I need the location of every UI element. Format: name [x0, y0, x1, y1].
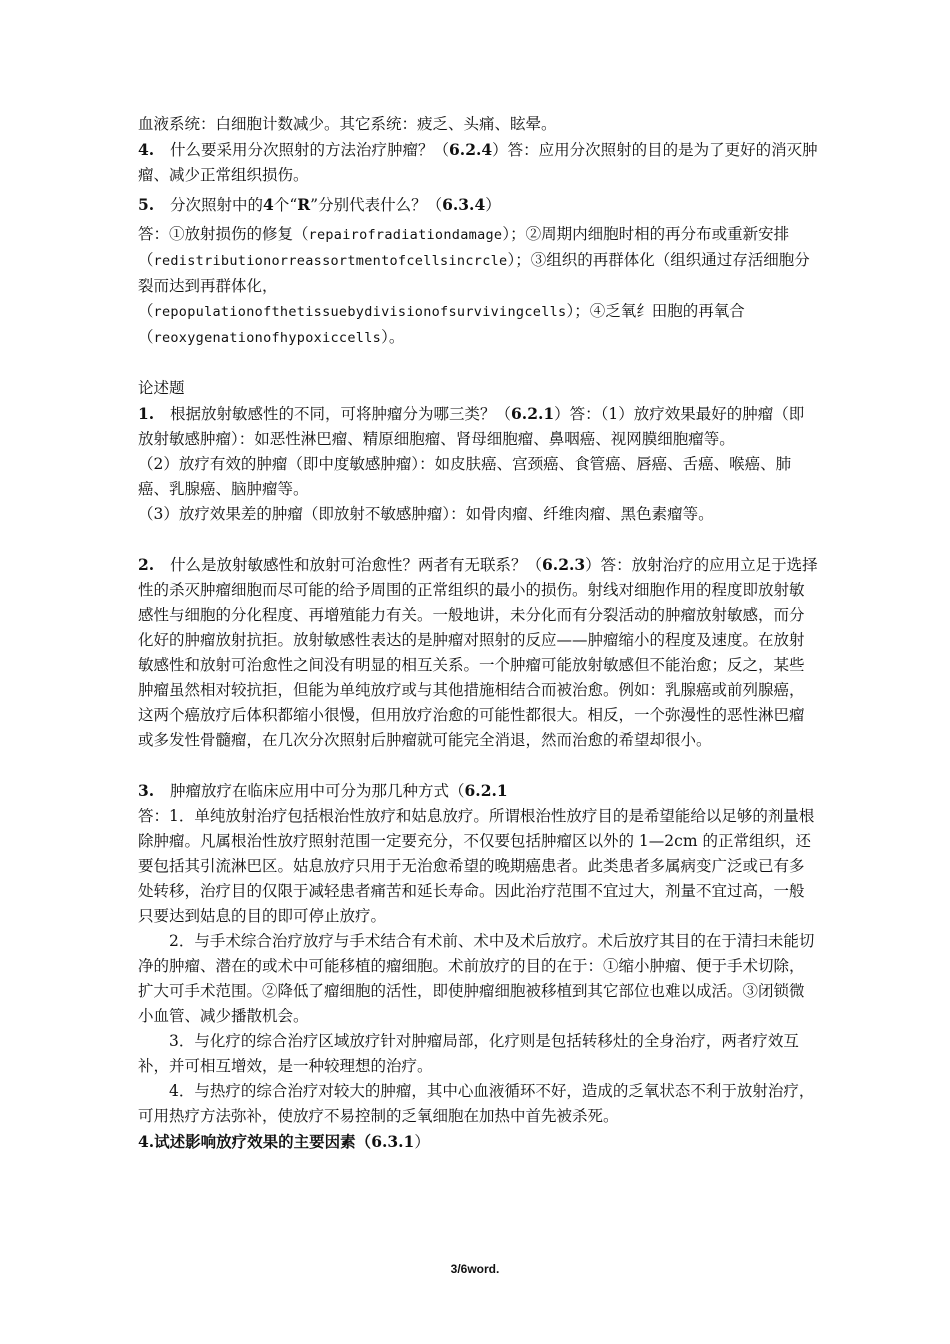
essay-question-3: 3. 肿瘤放疗在临床应用中可分为那几种方式（6.2.1 — [138, 778, 818, 804]
section-ref: 6.2.3 — [542, 555, 586, 574]
section-ref: 6.2.1 — [511, 404, 555, 423]
essay-1-item-3: （3）放疗效果差的肿瘤（即放射不敏感肿瘤）：如骨肉瘤、纤维肉瘤、黑色素瘤等。 — [138, 505, 714, 523]
page-footer: 3/6word. — [450, 1262, 500, 1276]
essay-1-item-2: （2）放疗有效的肿瘤（即中度敏感肿瘤）：如皮肤癌、宫颈癌、食管癌、唇癌、舌癌、喉癌、肺癌、乳腺癌、脑肿瘤等。 — [138, 455, 792, 498]
essay-3-answer-2: 2．与手术综合治疗放疗与手术结合有术前、术中及术后放疗。术后放疗其目的在于清扫未能切净的肿瘤、潜在的或术中可能移植的瘤细胞。术前放疗的目的在于：①缩小肿瘤、便于手术切除，扩大可手术范围。②降低了瘤细胞的活性，即使肿瘤细胞被移植到其它部位也难以成活。③闭锁微小血管、减少播散机会。 — [138, 932, 815, 1025]
section-ref: 6.2.4 — [449, 140, 493, 159]
section-ref: 6.3.1 — [371, 1132, 415, 1151]
essay-question-1: 1. 根据放射敏感性的不同，可将肿瘤分为哪三类？（6.2.1）答：（1）放疗效果最好的肿瘤（即放射敏感肿瘤）：如恶性淋巴瘤、精原细胞瘤、肾母细胞瘤、鼻咽癌、视网膜细胞瘤等。 — [138, 401, 818, 452]
essay-question-2: 2. 什么是放射敏感性和放射可治愈性？两者有无联系？（6.2.3）答：放射治疗的应用立足于选择性的杀灭肿瘤细胞而尽可能的给予周围的正常组织的最小的损伤。射线对细胞作用的程度即放射敏感性与细胞的分化程度、再增殖能力有关。一般地讲，未分化而有分裂活动的肿瘤放射敏感，而分化好的肿瘤放射抗拒。放射敏感性表达的是肿瘤对照射的反应——肿瘤缩小的程度及速度。在放射敏感性和放射可治愈性之间没有明显的相互关系。一个肿瘤可能放射敏感但不能治愈；反之，某些肿瘤虽然相对较抗拒，但能为单纯放疗或与其他措施相结合而被治愈。例如：乳腺癌或前列腺癌，这两个癌放疗后体积都缩小很慢，但用放疗治愈的可能性都很大。相反，一个弥漫性的恶性淋巴瘤或多发性骨髓瘤，在几次分次照射后肿瘤就可能完全消退，然而治愈的希望却很小。 — [138, 552, 818, 753]
essay-3-answer-3: 3．与化疗的综合治疗区域放疗针对肿瘤局部，化疗则是包括转移灶的全身治疗，两者疗效互补，并可相互增效，是一种较理想的治疗。 — [138, 1032, 799, 1075]
question-number: 4. — [138, 140, 155, 159]
question-4: 4. 什么要采用分次照射的方法治疗肿瘤？（6.2.4）答：应用分次照射的目的是为了更好的消灭肿瘤、减少正常组织损伤。 — [138, 137, 818, 188]
question-number: 2. — [138, 555, 155, 574]
essay-3-answer-1: 答：1．单纯放射治疗包括根治性放疗和姑息放疗。所谓根治性放疗目的是希望能给以足够的剂量根除肿瘤。凡属根治性放疗照射范围一定要充分，不仅要包括肿瘤区以外的 1—2cm 的正常组织，还要包括其引流淋巴区。姑息放疗只用于无治愈希望的晚期癌患者。此类患者多属病变广泛或已有多处转移，治疗目的仅限于减轻患者痛苦和延长寿命。因此治疗范围不宜过大，剂量不宜过高，一般只要达到姑息的目的即可停止放疗。 — [138, 807, 815, 925]
document-body — [138, 112, 818, 1155]
section-ref: 6.3.4 — [442, 195, 486, 214]
section-heading: 论述题 — [138, 379, 185, 397]
question-5: 5. 分次照射中的4个“R”分别代表什么？（6.3.4） — [138, 192, 818, 218]
section-ref: 6.2.1 — [464, 781, 508, 800]
question-number: 3. — [138, 781, 155, 800]
paragraph-side-effects: 血液系统：白细胞计数减少。其它系统：疲乏、头痛、眩晕。 — [138, 115, 557, 133]
question-number: 1. — [138, 404, 155, 423]
essay-question-4: 4.试述影响放疗效果的主要因素（6.3.1） — [138, 1132, 430, 1151]
essay-3-answer-4: 4．与热疗的综合治疗对较大的肿瘤，其中心血液循环不好，造成的乏氧状态不利于放射治疗，可用热疗方法弥补，使放疗不易控制的乏氧细胞在加热中首先被杀死。 — [138, 1082, 815, 1125]
question-number: 5. — [138, 195, 155, 214]
answer-5: 答：①放射损伤的修复（repairofradiationdamage）；②周期内细胞时相的再分布或重新安排（redistributionorreassortmentofcellsincrcle）；③组织的再群体化（组织通过存活细胞分裂而达到再群体化， （repopulationofthetissuebydivisionofsurvivingcells）；④乏氧纟田胞的再氧合 （reoxygenationofhypoxiccells）。 — [138, 225, 810, 346]
